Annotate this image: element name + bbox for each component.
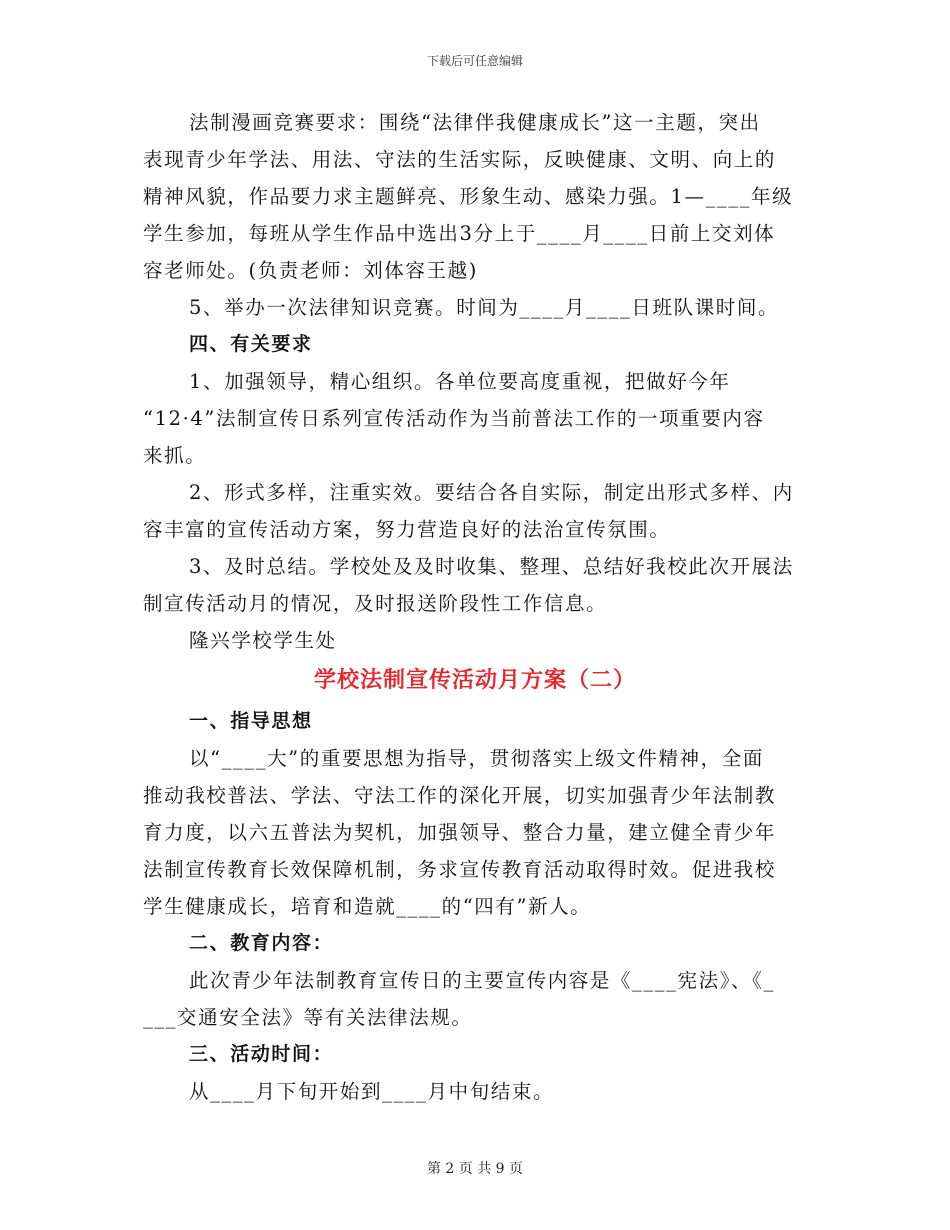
paragraph-line: 制宣传活动月的情况，及时报送阶段性工作信息。 [143, 592, 608, 615]
paragraph-line: 育力度，以六五普法为契机，加强领导、整合力量，建立健全青少年 [143, 821, 777, 844]
paragraph-line: ___交通安全法》等有关法律法规。 [143, 1006, 473, 1029]
paragraph-line: 3、及时总结。学校处及及时收集、整理、总结好我校此次开展法 [189, 555, 794, 578]
section-heading: 二、教育内容： [189, 932, 334, 954]
paragraph-line: “12·4”法制宣传日系列宣传活动作为当前普法工作的一项重要内容 [143, 407, 765, 430]
paragraph-line: 推动我校普法、学法、守法工作的深化开展，切实加强青少年法制教 [143, 784, 777, 807]
paragraph-line: 表现青少年学法、用法、守法的生活实际，反映健康、文明、向上的 [143, 148, 777, 171]
paragraph-line: 法制漫画竞赛要求：围绕“法律伴我健康成长”这一主题，突出 [189, 111, 761, 134]
section-heading: 三、活动时间： [189, 1043, 334, 1065]
page-number: 第 2 页 共 9 页 [426, 1161, 524, 1177]
paragraph-line: 此次青少年法制教育宣传日的主要宣传内容是《____宪法》、《_ [189, 969, 775, 992]
signature: 隆兴学校学生处 [189, 629, 337, 652]
section-title: 学校法制宣传活动月方案（二） [313, 668, 636, 693]
paragraph-line: 以“____大”的重要思想为指导，贯彻落实上级文件精神，全面 [189, 747, 764, 770]
paragraph-line: 容丰富的宣传活动方案，努力营造良好的法治宣传氛围。 [143, 518, 671, 541]
page-header: 下载后可任意编辑 [426, 54, 523, 68]
section-heading: 一、指导思想 [189, 710, 313, 732]
paragraph-line: 5、举办一次法律知识竞赛。时间为____月____日班队课时间。 [189, 296, 780, 319]
paragraph-line: 学生健康成长，培育和造就____的“四有”新人。 [143, 895, 592, 918]
paragraph-line: 法制宣传教育长效保障机制，务求宣传教育活动取得时效。促进我校 [143, 858, 777, 881]
paragraph-line: 容老师处。(负责老师：刘体容王越) [143, 259, 478, 282]
section-heading: 四、有关要求 [189, 333, 313, 355]
paragraph-line: 2、形式多样，注重实效。要结合各自实际，制定出形式多样、内 [189, 481, 794, 504]
paragraph-line: 学生参加，每班从学生作品中选出3分上于____月____日前上交刘体 [143, 222, 776, 245]
paragraph-line: 从____月下旬开始到____月中旬结束。 [189, 1080, 555, 1103]
paragraph-line: 1、加强领导，精心组织。各单位要高度重视，把做好今年 [189, 370, 731, 393]
paragraph-line: 来抓。 [143, 444, 207, 467]
paragraph-line: 精神风貌，作品要力求主题鲜亮、形象生动、感染力强。1—____年级 [143, 185, 794, 208]
document-body [143, 104, 807, 1110]
